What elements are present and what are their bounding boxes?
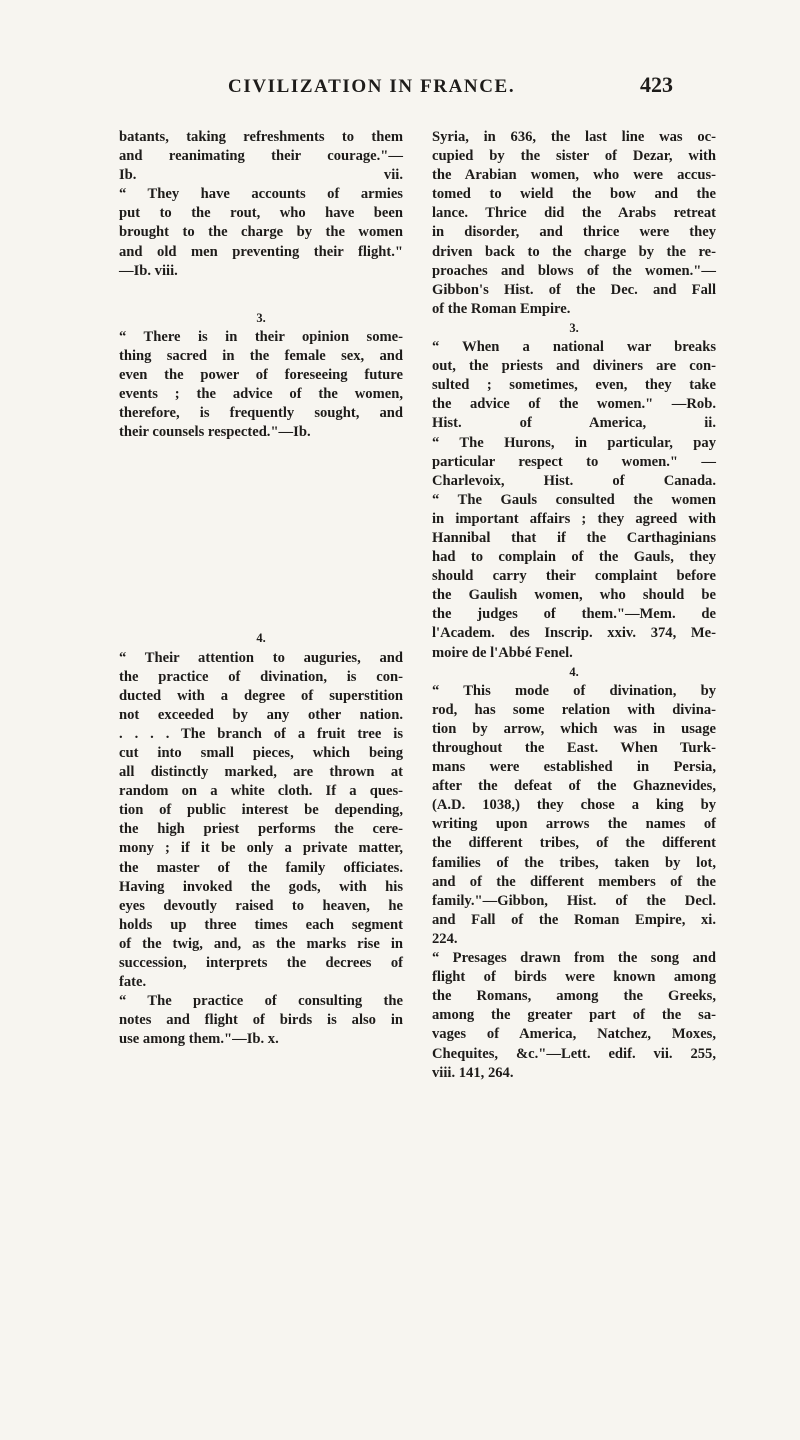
right-section-number-4: 4. (569, 664, 579, 679)
text-line: “ Their attention to auguries, and (119, 649, 403, 666)
text-line: viii. 141, 264. (432, 1064, 514, 1081)
text-line: and of the different members of the (432, 873, 716, 890)
text-line: the advice of the women." —Rob. (432, 396, 716, 413)
text-line: Having invoked the gods, with his (119, 878, 403, 895)
text-line: among the greater part of the sa- (432, 1007, 716, 1024)
text-line: had to complain of the Gauls, they (432, 549, 716, 566)
text-line: after the defeat of the Ghaznevides, (432, 778, 716, 795)
text-line: Charlevoix, Hist. of Canada. (432, 472, 716, 489)
text-line: “ The practice of consulting the (119, 993, 403, 1010)
text-line: vages of America, Natchez, Moxes, (432, 1026, 716, 1043)
text-line: brought to the charge by the women (119, 224, 403, 241)
text-line: batants, taking refreshments to them (119, 129, 403, 145)
text-line: eyes devoutly raised to heaven, he (119, 897, 403, 914)
text-line: the judges of them."—Mem. de (432, 606, 716, 623)
text-line: l'Academ. des Inscrip. xxiv. 374, Me- (432, 625, 716, 642)
text-line: lance. Thrice did the Arabs retreat (432, 205, 716, 222)
text-line: cut into small pieces, which being (119, 744, 403, 761)
text-line: mony ; if it be only a private matter, (119, 840, 403, 857)
text-line: “ When a national war breaks (432, 339, 716, 356)
text-line: in disorder, and thrice were they (432, 224, 716, 241)
text-line: tomed to wield the bow and the (432, 186, 716, 203)
text-line: throughout the East. When Turk- (432, 740, 716, 756)
text-line: driven back to the charge by the re- (432, 243, 716, 260)
text-line: in important affairs ; they agreed with (432, 510, 716, 527)
text-line: tion by arrow, which was in usage (432, 720, 716, 737)
text-line: ducted with a degree of superstition (119, 687, 403, 704)
right-quote-block-4 (432, 682, 716, 1083)
text-line: of the twig, and, as the marks rise in (119, 935, 403, 952)
text-line: “ Presages drawn from the song and (432, 950, 716, 967)
text-line: tion of public interest be depending, (119, 802, 403, 819)
text-line: 224. (432, 930, 458, 947)
text-line: random on a white cloth. If a ques- (119, 783, 403, 800)
text-line: writing upon arrows the names of (432, 816, 716, 833)
text-line: “ The Hurons, in particular, pay (432, 434, 716, 451)
text-line: even the power of foreseeing future (119, 367, 403, 384)
text-line: holds up three times each segment (119, 916, 403, 933)
text-line: all distinctly marked, are thrown at (119, 764, 403, 781)
text-line: rod, has some relation with divina- (432, 701, 716, 718)
running-title: CIVILIZATION IN FRANCE. (228, 76, 516, 97)
left-quote-block-4 (119, 649, 403, 1050)
text-line: “ There is in their opinion some- (119, 328, 403, 345)
text-line: use among them."—Ib. x. (119, 1031, 279, 1048)
text-line: moire de l'Abbé Fenel. (432, 644, 573, 661)
page-number: 423 (640, 72, 673, 97)
text-line: of the Roman Empire. (432, 300, 571, 317)
text-line: Gibbon's Hist. of the Dec. and Fall (432, 281, 716, 298)
text-line: flight of birds were known among (432, 969, 716, 986)
text-line: particular respect to women." — (432, 453, 716, 470)
text-line: and Fall of the Roman Empire, xi. (432, 911, 716, 928)
text-line: mans were established in Persia, (432, 759, 716, 776)
text-line: —Ib. viii. (119, 262, 178, 279)
text-line: . . . . The branch of a fruit tree is (119, 725, 403, 742)
text-line: Syria, in 636, the last line was oc- (432, 129, 716, 145)
text-line: the practice of divination, is con- (119, 668, 403, 685)
text-line: families of the tribes, taken by lot, (432, 854, 716, 871)
text-line: fate. (119, 974, 147, 991)
text-line: and reanimating their courage."— (119, 148, 403, 165)
left-quote-block-3 (119, 328, 403, 443)
text-line: not exceeded by any other nation. (119, 706, 403, 723)
text-line: notes and flight of birds is also in (119, 1012, 403, 1029)
text-line: “ The Gauls consulted the women (432, 491, 716, 508)
text-line: proaches and blows of the women."— (432, 262, 716, 279)
text-line: and old men preventing their flight." (119, 243, 403, 260)
text-line: the Gaulish women, who should be (432, 587, 716, 604)
text-line: (A.D. 1038,) they chose a king by (432, 797, 716, 814)
right-section-number-3: 3. (569, 320, 579, 335)
right-quote-block-3 (432, 338, 716, 663)
text-line: Hannibal that if the Carthaginians (432, 529, 716, 546)
text-line: family."—Gibbon, Hist. of the Decl. (432, 892, 716, 909)
text-line: Ib. vii. (119, 167, 403, 184)
left-column (119, 128, 403, 1049)
left-section-number-3: 3. (256, 310, 266, 325)
text-line: put to the rout, who have been (119, 205, 403, 222)
text-line: the master of the family officiates. (119, 859, 403, 876)
right-column (432, 128, 716, 1083)
text-line: “ They have accounts of armies (119, 186, 403, 203)
text-line: Chequites, &c."—Lett. edif. vii. 255, (432, 1045, 716, 1062)
running-head (0, 72, 800, 112)
left-quote-block-1 (119, 128, 403, 281)
text-line: “ This mode of divination, by (432, 682, 716, 699)
text-line: the different tribes, of the different (432, 835, 716, 852)
text-line: events ; the advice of the women, (119, 386, 403, 403)
text-line: Hist. of America, ii. (432, 415, 716, 432)
text-line: should carry their complaint before (432, 568, 716, 585)
left-section-number-4: 4. (256, 631, 266, 646)
text-line: the Romans, among the Greeks, (432, 988, 716, 1005)
text-line: succession, interprets the decrees of (119, 955, 403, 971)
text-line: out, the priests and diviners are con- (432, 358, 716, 375)
text-line: their counsels respected."—Ib. (119, 424, 311, 441)
text-line: cupied by the sister of Dezar, with (432, 148, 716, 165)
text-line: the Arabian women, who were accus- (432, 167, 716, 184)
text-line: therefore, is frequently sought, and (119, 405, 403, 422)
right-quote-block-1 (432, 128, 716, 319)
text-line: the high priest performs the cere- (119, 821, 403, 838)
text-line: thing sacred in the female sex, and (119, 347, 403, 364)
text-line: sulted ; sometimes, even, they take (432, 377, 716, 394)
